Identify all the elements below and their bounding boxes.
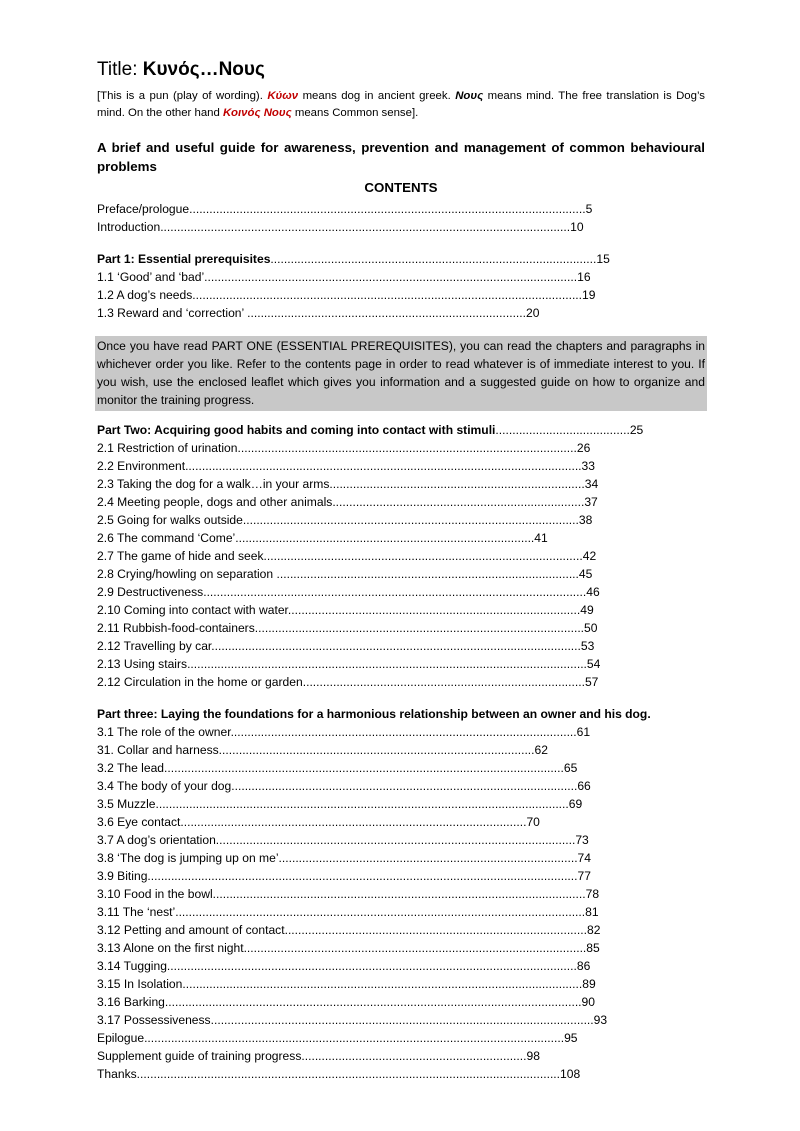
toc-entry: 3.17 Possessiveness..................................................................................................................93	[97, 1013, 608, 1027]
toc-part-heading	[97, 250, 705, 268]
toc-part1	[97, 250, 705, 322]
note-greek-word: Κύων	[267, 90, 299, 102]
toc-entry: Supplement guide of training progress...................................................................98	[97, 1049, 540, 1063]
toc-part3	[97, 705, 705, 1083]
note-text: means mind. The free translation is Dog’s mind. On the other hand	[97, 90, 705, 119]
note-text: means Common sense].	[291, 107, 419, 119]
toc-entry: 1.2 A dog’s needs....................................................................................................................19	[97, 288, 596, 302]
toc-entry: 3.6 Eye contact.......................................................................................................70	[97, 815, 540, 829]
toc-entry: 3.15 In Isolation.......................................................................................................................89	[97, 977, 596, 991]
toc-entry: 3.1 The role of the owner.......................................................................................................61	[97, 725, 591, 739]
notice-box: Once you have read PART ONE (ESSENTIAL PREREQUISITES), you can read the chapters and paragraphs in whichever order you like. Refer to the contents page in order to read whatever is of immediate interest to you. If you wish, use the enclosed leaflet which gives you information and a suggested guide on how to organize and monitor the training progress.	[95, 336, 707, 411]
toc-entry: 1.1 ‘Good’ and ‘bad’...............................................................................................................16	[97, 270, 591, 284]
note-text: [This is a pun (play of wording).	[97, 90, 268, 102]
toc-entry: 2.1 Restriction of urination.....................................................................................................26	[97, 441, 591, 455]
toc-part2	[97, 421, 705, 691]
toc-entry: Preface/prologue......................................................................................................................5	[97, 202, 593, 216]
toc-part-heading	[97, 421, 705, 439]
toc-entry: 2.5 Going for walks outside....................................................................................................38	[97, 513, 593, 527]
part-heading-leader: ........................................25	[495, 423, 644, 437]
toc-entry: 3.12 Petting and amount of contact..........................................................................................82	[97, 923, 601, 937]
pun-note	[97, 88, 705, 122]
toc-entry: 2.2 Environment......................................................................................................................33	[97, 459, 595, 473]
toc-entry: 3.16 Barking............................................................................................................................90	[97, 995, 595, 1009]
toc-entry: Thanks..............................................................................................................................108	[97, 1067, 581, 1081]
note-greek-word: Κοινός	[223, 107, 261, 119]
toc-entry: 2.11 Rubbish-food-containers..................................................................................................50	[97, 621, 598, 635]
title-greek: Κυνός…Νους	[142, 59, 265, 80]
toc-part-heading: Part three: Laying the foundations for a harmonious relationship between an owner and his dog.	[97, 707, 651, 721]
note-text: means dog in ancient greek.	[298, 90, 456, 102]
toc-entry: 3.4 The body of your dog.......................................................................................................66	[97, 779, 591, 793]
toc-entry: 1.3 Reward and ‘correction’ ...................................................................................20	[97, 306, 540, 320]
toc-intro	[97, 200, 705, 236]
toc-entry: 2.10 Coming into contact with water.......................................................................................49	[97, 603, 594, 617]
toc-entry: 3.13 Alone on the first night......................................................................................................85	[97, 941, 600, 955]
note-greek-word: Νους	[263, 107, 292, 119]
contents-heading: CONTENTS	[364, 180, 438, 195]
toc-entry: 2.12 Circulation in the home or garden....................................................................................57	[97, 675, 599, 689]
toc-entry: Introduction..........................................................................................................................10	[97, 220, 584, 234]
toc-entry: 2.9 Destructiveness..................................................................................................................46	[97, 585, 600, 599]
toc-entry: 31. Collar and harness..............................................................................................62	[97, 743, 548, 757]
toc-entry: 3.7 A dog’s orientation...........................................................................................................73	[97, 833, 589, 847]
toc-entry: 3.9 Biting................................................................................................................................77	[97, 869, 591, 883]
part-heading-label: Part 1: Essential prerequisites	[97, 252, 271, 266]
toc-entry: 2.7 The game of hide and seek...............................................................................................42	[97, 549, 597, 563]
toc-entry: 2.12 Travelling by car..............................................................................................................53	[97, 639, 595, 653]
toc-entry: 3.5 Muzzle...........................................................................................................................69	[97, 797, 583, 811]
toc-entry: 2.3 Taking the dog for a walk…in your arms............................................................................34	[97, 477, 599, 491]
document-title	[97, 58, 705, 82]
toc-entry: 2.13 Using stairs.......................................................................................................................54	[97, 657, 601, 671]
toc-entry: 2.6 The command ‘Come’.........................................................................................41	[97, 531, 548, 545]
title-prefix: Title:	[97, 59, 143, 80]
toc-entry: 3.14 Tugging..........................................................................................................................86	[97, 959, 591, 973]
part-heading-label: Part Two: Acquiring good habits and coming into contact with stimuli	[97, 423, 496, 437]
document-subtitle: A brief and useful guide for awareness, prevention and management of common behavioural problems	[97, 140, 705, 174]
document-page	[97, 58, 705, 1083]
toc-entry: 2.4 Meeting people, dogs and other animals...........................................................................37	[97, 495, 598, 509]
toc-entry: 3.8 ‘The dog is jumping up on me’.........................................................................................74	[97, 851, 592, 865]
toc-entry: 2.8 Crying/howling on separation ..........................................................................................45	[97, 567, 593, 581]
toc-entry: Epilogue.............................................................................................................................95	[97, 1031, 578, 1045]
part-heading-leader: .................................................................................................15	[270, 252, 610, 266]
toc-entry: 3.11 The ‘nest’..........................................................................................................................81	[97, 905, 599, 919]
toc-entry: 3.2 The lead.......................................................................................................................65	[97, 761, 578, 775]
toc-entry: 3.10 Food in the bowl...............................................................................................................78	[97, 887, 600, 901]
note-greek-word: Νους	[455, 90, 484, 102]
